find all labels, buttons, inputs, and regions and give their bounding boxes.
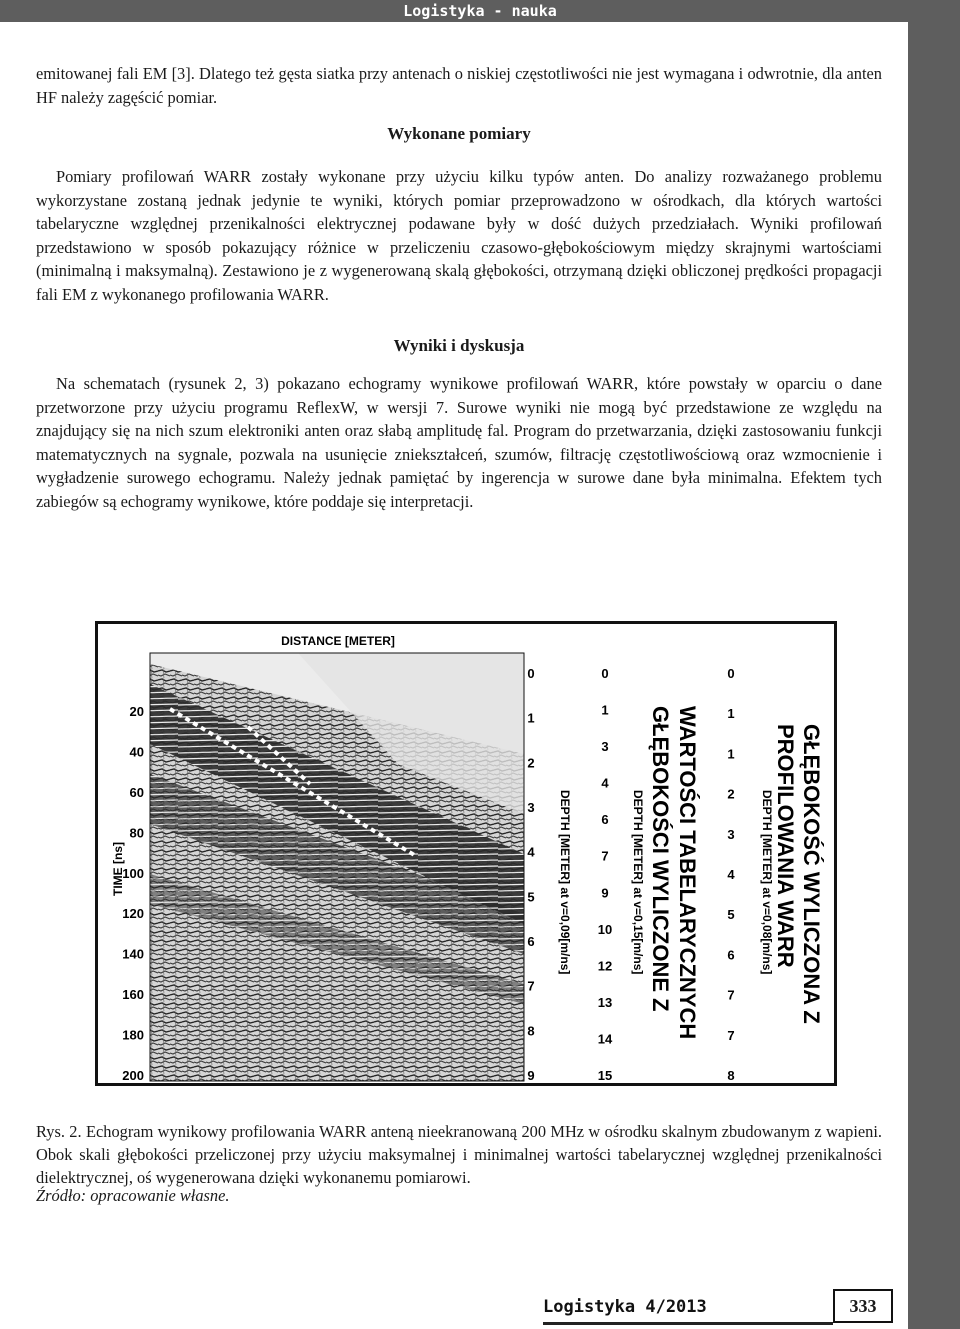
depth-tick-v009: 6	[527, 934, 535, 949]
time-axis-ticks	[122, 704, 144, 1083]
depth-tick-v008: 8	[727, 1068, 735, 1083]
depth-tick-v008: 4	[727, 867, 735, 882]
section-heading-measurements: Wykonane pomiary	[387, 124, 531, 143]
depth-tick-v015: 14	[597, 1031, 613, 1047]
depth-tick-v008: 6	[727, 947, 735, 963]
title-tabular-line1: GŁĘBOKOŚCI WYLICZONE Z	[648, 706, 673, 1012]
depth-tick-v015: 1	[601, 702, 609, 718]
paragraph-intro: emitowanej fali EM [3]. Dlatego też gęsta siatka przy antenach o niskiej częstotliwości nie jest wymagana i odwrotnie, dla anten HF należy zagęścić pomiar.	[36, 64, 882, 107]
time-tick-label: 100	[122, 865, 144, 881]
depth-tick-v015: 15	[597, 1068, 613, 1083]
footer-journal: Logistyka 4/2013	[543, 1297, 707, 1317]
depth-tick-v008: 1	[727, 706, 735, 722]
time-tick-label: 120	[122, 906, 144, 922]
depth-tick-v015: 9	[601, 885, 609, 901]
depth-tick-v008: 7	[727, 987, 735, 1003]
title-warr-line2: GŁĘBOKOŚĆ WYLICZONA Z	[799, 724, 824, 1024]
depth-tick-v015: 0	[601, 666, 609, 681]
depth-tick-v008: 2	[727, 786, 735, 802]
figure-caption: Rys. 2. Echogram wynikowy profilowania WARR anteną nieekranowaną 200 MHz w ośrodku skalnym zbudowanym z wapieni. Obok skali głębokości przeliczonej przy użyciu maksymalnej i minimalnej wartości tabelarycznej względnej przenikalności dielektrycznej, oś wygenerowana dzięki wykonanemu pomiarowi.	[36, 1122, 882, 1187]
depth-tick-v009: 7	[527, 978, 535, 994]
time-tick-label: 200	[122, 1068, 144, 1083]
depth-scale-v008	[727, 666, 735, 1083]
depth-tick-v008: 3	[727, 826, 735, 842]
depth-scale-v009	[527, 666, 535, 1083]
depth-label-v009: DEPTH [METER] at v=0,09[m/ns]	[558, 790, 572, 975]
depth-tick-v008: 1	[727, 746, 735, 762]
depth-tick-v009: 1	[527, 710, 535, 726]
time-axis-label: TIME [ns]	[111, 842, 125, 896]
depth-tick-v009: 5	[527, 889, 535, 905]
depth-tick-v015: 10	[597, 921, 613, 937]
echogram-svg	[98, 624, 834, 1083]
depth-tick-v015: 4	[601, 775, 609, 791]
depth-tick-v009: 3	[527, 800, 535, 815]
depth-tick-v008: 7	[727, 1027, 735, 1043]
depth-tick-v009: 8	[527, 1023, 535, 1039]
section-heading-results: Wyniki i dyskusja	[393, 336, 525, 355]
distance-axis-label: DISTANCE [METER]	[281, 634, 395, 648]
time-tick-label: 160	[122, 987, 144, 1003]
depth-scale-v015	[598, 666, 613, 1083]
depth-label-v008: DEPTH [METER] at v=0,08[m/ns]	[760, 790, 774, 975]
footer-rule	[543, 1322, 833, 1325]
depth-tick-v015: 13	[597, 994, 613, 1010]
echogram-image	[150, 653, 524, 1081]
depth-tick-v008: 0	[727, 666, 735, 681]
paragraph-measurements: Pomiary profilowań WARR zostały wykonane przy użyciu kilku typów anten. Do analizy rozważanego problemu wykorzystane zostaną jednak jedynie te wyniki, których pomiar przeprowadzono w ośrodkach, dla których wartości tabelaryczne względnej przenikalności elektrycznej podawane były w dość dużych przedziałach. Wyniki profilowań przedstawiono w sposób pokazujący różnice w przeliczeniu czasowo-głębokościowym między skrajnymi wartościami (minimalną i maksymalną). Zestawiono je z wygenerowaną skalą głębokości, otrzymaną dzięki obliczonej prędkości propagacji fali EM z wykonanego profilowania WARR.	[36, 167, 882, 304]
depth-label-v015: DEPTH [METER] at v=0,15[m/ns]	[631, 790, 645, 975]
depth-tick-v009: 4	[527, 844, 535, 860]
time-tick-label: 40	[129, 744, 144, 760]
time-tick-label: 60	[129, 784, 144, 800]
paragraph-results: Na schematach (rysunek 2, 3) pokazano echogramy wynikowe profilowań WARR, które powstały w oparciu o dane przetworzone przy użyciu programu ReflexW, w wersji 7. Surowe wyniki nie mogą być przedstawione ze względu na znajdujący się na nich szum elektroniki anten oraz słabą amplitudę fal. Program do przetwarzania, dzięki zastosowaniu funkcji matematycznych na sygnale, pozwala na usunięcie zniekształceń, szumów, filtrację częstotliwościową oraz wzmocnienie i wygładzenie surowego echogramu. Należy jednak pamiętać by ingerencja w surowe dane była minimalna. Efektem tych zabiegów są echogramy wynikowe, które poddaje się interpretacji.	[36, 374, 882, 511]
time-tick-label: 20	[129, 704, 144, 719]
depth-tick-v015: 12	[597, 958, 613, 974]
depth-tick-v009: 2	[527, 755, 535, 771]
depth-tick-v015: 7	[601, 848, 609, 864]
time-tick-label: 180	[122, 1027, 144, 1043]
title-warr-line1: PROFILOWANIA WARR	[773, 724, 798, 968]
title-tabular-line2: WARTOŚCI TABELARYCZNYCH	[675, 706, 700, 1040]
figure-echogram	[95, 621, 837, 1086]
depth-tick-v015: 6	[601, 812, 609, 828]
figure-source: Źródło: opracowanie własne.	[36, 1186, 230, 1205]
side-band	[908, 22, 960, 1329]
depth-tick-v009: 9	[527, 1068, 535, 1083]
depth-tick-v009: 0	[527, 666, 535, 681]
time-tick-label: 140	[122, 946, 144, 962]
page-number: 333	[833, 1289, 893, 1323]
depth-tick-v015: 3	[601, 739, 609, 755]
time-tick-label: 80	[129, 825, 144, 841]
running-title: Logistyka - nauka	[403, 2, 557, 20]
depth-tick-v008: 5	[727, 907, 735, 923]
